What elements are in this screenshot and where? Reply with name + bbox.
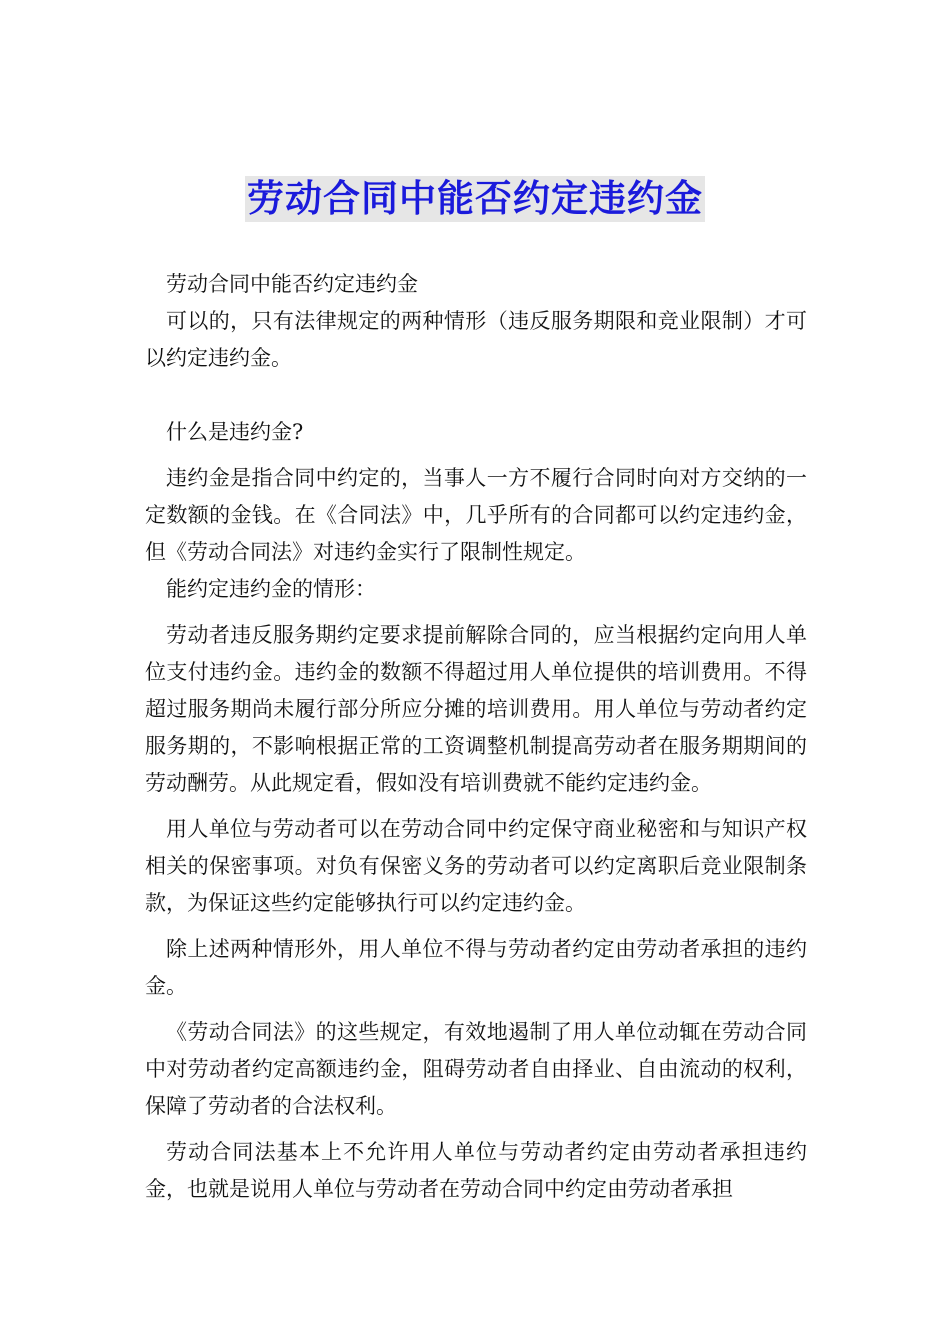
paragraph-answer: 可以的，只有法律规定的两种情形（违反服务期限和竞业限制）才可以约定违约金。	[145, 309, 807, 370]
paragraph-question: 什么是违约金?	[166, 420, 304, 444]
paragraph-confidentiality: 用人单位与劳动者可以在劳动合同中约定保守商业秘密和与知识产权相关的保密事项。对负有保密义务的劳动者可以约定离职后竞业限制条款，为保证这些约定能够执行可以约定违约金。	[145, 817, 807, 915]
paragraph-other-cases: 除上述两种情形外，用人单位不得与劳动者约定由劳动者承担的违约金。	[145, 937, 807, 998]
paragraph-law-effect: 《劳动合同法》的这些规定，有效地遏制了用人单位动辄在劳动合同中对劳动者约定高额违约金，阻碍劳动者自由择业、自由流动的权利，保障了劳动者的合法权利。	[145, 1020, 807, 1118]
title-container	[0, 176, 950, 222]
paragraph-service-period: 劳动者违反服务期约定要求提前解除合同的，应当根据约定向用人单位支付违约金。违约金的数额不得超过用人单位提供的培训费用。不得超过服务期尚未履行部分所应分摊的培训费用。用人单位与劳动者约定服务期的，不影响根据正常的工资调整机制提高劳动者在服务期期间的劳动酬劳。从此规定看，假如没有培训费就不能约定违约金。	[145, 623, 807, 795]
blank-line	[145, 377, 807, 414]
document-body	[145, 266, 807, 1208]
paragraph-conclusion: 劳动合同法基本上不允许用人单位与劳动者约定由劳动者承担违约金，也就是说用人单位与劳动者在劳动合同中约定由劳动者承担	[145, 1140, 807, 1201]
document-title: 劳动合同中能否约定违约金	[247, 177, 703, 220]
paragraph-subtitle: 劳动合同中能否约定违约金	[166, 272, 418, 296]
paragraph-definition: 违约金是指合同中约定的，当事人一方不履行合同时向对方交纳的一定数额的金钱。在《合同法》中，几乎所有的合同都可以约定违约金，但《劳动合同法》对违约金实行了限制性规定。	[145, 466, 807, 564]
paragraph-situations-heading: 能约定违约金的情形：	[166, 577, 376, 601]
